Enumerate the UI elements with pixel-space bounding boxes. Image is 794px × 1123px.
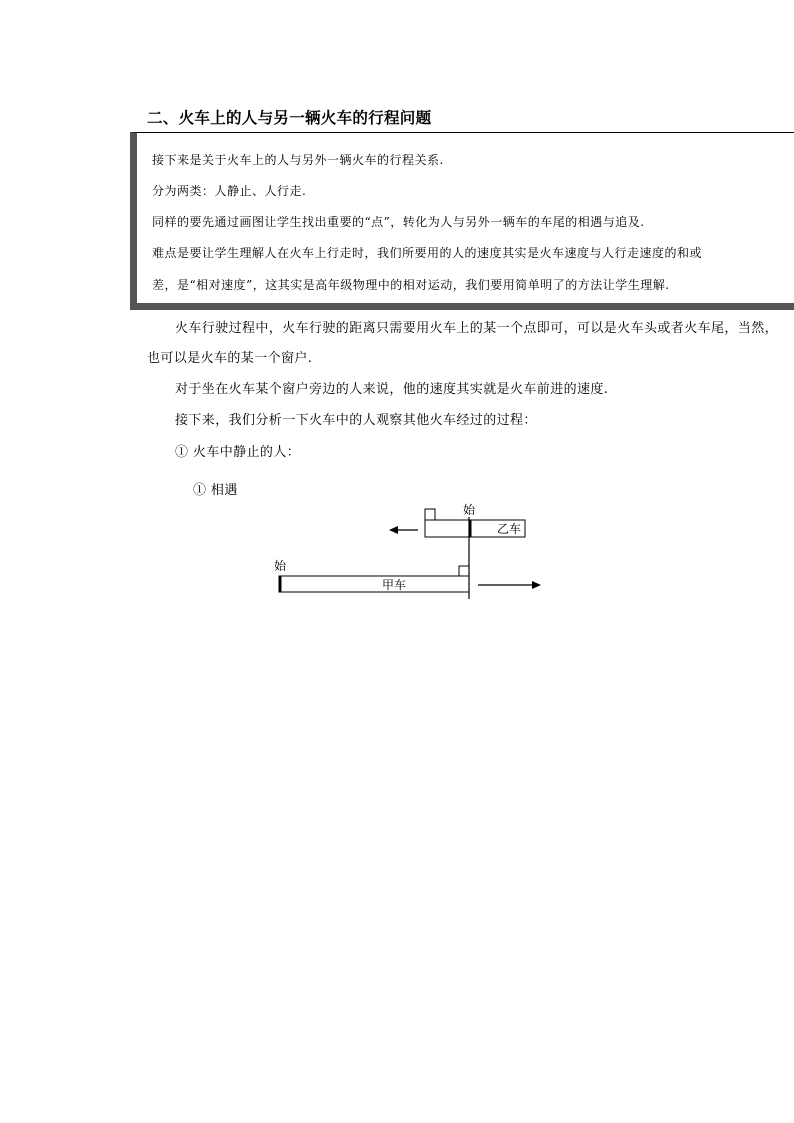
note-line-3: 同样的要先通过画图让学生找出重要的“点”，转化为人与另外一辆车的车尾的相遇与追及. [152,215,645,229]
right-arrow-head-icon [532,581,541,589]
note-line-4: 难点是要让学生理解人在火车上行走时，我们所要用的人的速度其实是火车速度与人行走速度的和或 [152,246,703,260]
train-a-window-icon [459,566,469,576]
train-a-label: 甲车 [382,578,407,592]
start-label-top: 始 [463,503,476,517]
train-b-window-icon [425,509,435,520]
train-a-body [279,576,469,592]
paragraph-2: 对于坐在火车某个窗户旁边的人来说，他的速度其实就是火车前进的速度. [175,382,609,397]
note-line-5: 差，是“相对速度”，这其实是高年级物理中的相对运动，我们要用简单明了的方法让学生理解. [152,278,670,292]
start-label-left: 始 [274,559,287,573]
sub-item-1: ① 相遇 [193,483,238,498]
left-arrow-head-icon [389,526,398,534]
page-title: 二、火车上的人与另一辆火车的行程问题 [147,109,432,127]
train-b-label: 乙车 [497,522,522,536]
note-line-1: 接下来是关于火车上的人与另外一辆火车的行程关系. [152,153,444,167]
note-line-2: 分为两类：人静止、人行走. [152,184,307,198]
list-item-1: ① 火车中静止的人： [175,445,301,460]
paragraph-3: 接下来，我们分析一下火车中的人观察其他火车经过的过程： [175,413,537,428]
paragraph-1-line-1: 火车行驶过程中，火车行驶的距离只需要用火车上的某一个点即可，可以是火车头或者火车尾，当然， [175,321,779,336]
paragraph-1-line-2: 也可以是火车的某一个窗户. [147,351,313,366]
